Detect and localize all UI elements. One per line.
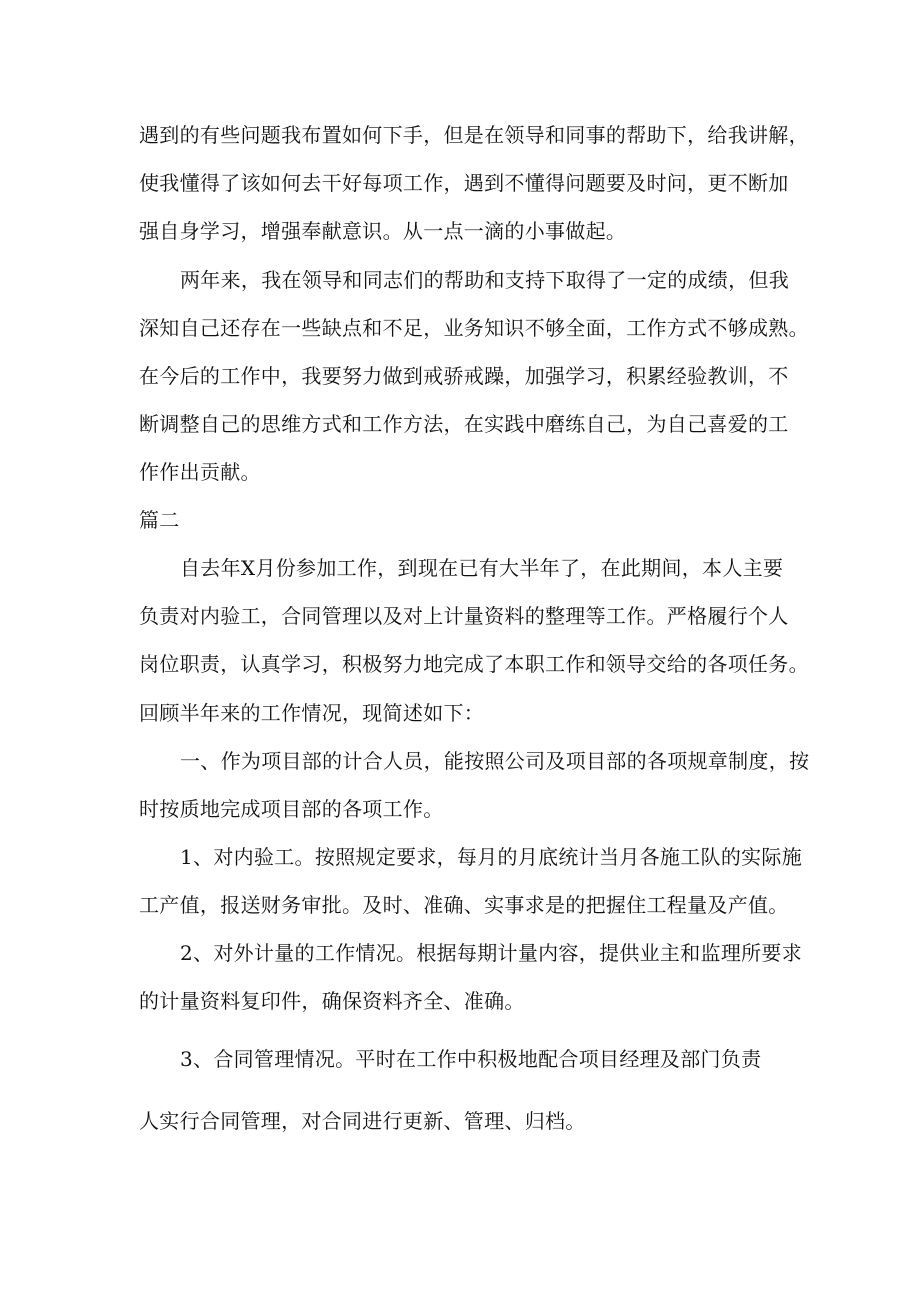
text-line: 时按质地完成项目部的各项工作。 [139, 797, 444, 821]
text-line: 一、作为项目部的计合人员，能按照公司及项目部的各项规章制度，按 [180, 749, 810, 773]
text-line: 负责对内验工，合同管理以及对上计量资料的整理等工作。严格履行个人 [139, 604, 789, 628]
text-line: 在今后的工作中，我要努力做到戒骄戒躁，加强学习，积累经验教训，不 [139, 364, 789, 388]
text-line: 深知自己还存在一些缺点和不足，业务知识不够全面，工作方式不够成熟。 [139, 316, 809, 340]
text-line: 的计量资料复印件，确保资料齐全、准确。 [139, 989, 525, 1013]
text-line: 遇到的有些问题我布置如何下手，但是在领导和同事的帮助下，给我讲解， [139, 123, 809, 147]
section-heading: 篇二 [139, 508, 180, 532]
text-line: 作作出贡献。 [139, 460, 261, 484]
text-line: 断调整自己的思维方式和工作方法，在实践中磨练自己，为自己喜爱的工 [139, 412, 789, 436]
text-line: 岗位职责，认真学习，积极努力地完成了本职工作和领导交给的各项任务。 [139, 652, 809, 676]
text-line: 使我懂得了该如何去干好每项工作，遇到不懂得问题要及时问，更不断加 [139, 171, 789, 195]
text-line: 人实行合同管理，对合同进行更新、管理、归档。 [139, 1109, 586, 1133]
text-line: 自去年X月份参加工作，到现在已有大半年了，在此期间，本人主要 [180, 556, 784, 580]
text-line: 2、对外计量的工作情况。根据每期计量内容，提供业主和监理所要求 [180, 941, 803, 965]
text-line: 工产值，报送财务审批。及时、准确、实事求是的把握住工程量及产值。 [139, 893, 789, 917]
text-line: 3、合同管理情况。平时在工作中积极地配合项目经理及部门负责 [180, 1047, 762, 1071]
text-line: 1、对内验工。按照规定要求，每月的月底统计当月各施工队的实际施 [180, 845, 803, 869]
text-line: 回顾半年来的工作情况，现简述如下： [139, 701, 485, 725]
text-line: 两年来，我在领导和同志们的帮助和支持下取得了一定的成绩，但我 [180, 268, 789, 292]
text-line: 强自身学习，增强奉献意识。从一点一滴的小事做起。 [139, 219, 627, 243]
